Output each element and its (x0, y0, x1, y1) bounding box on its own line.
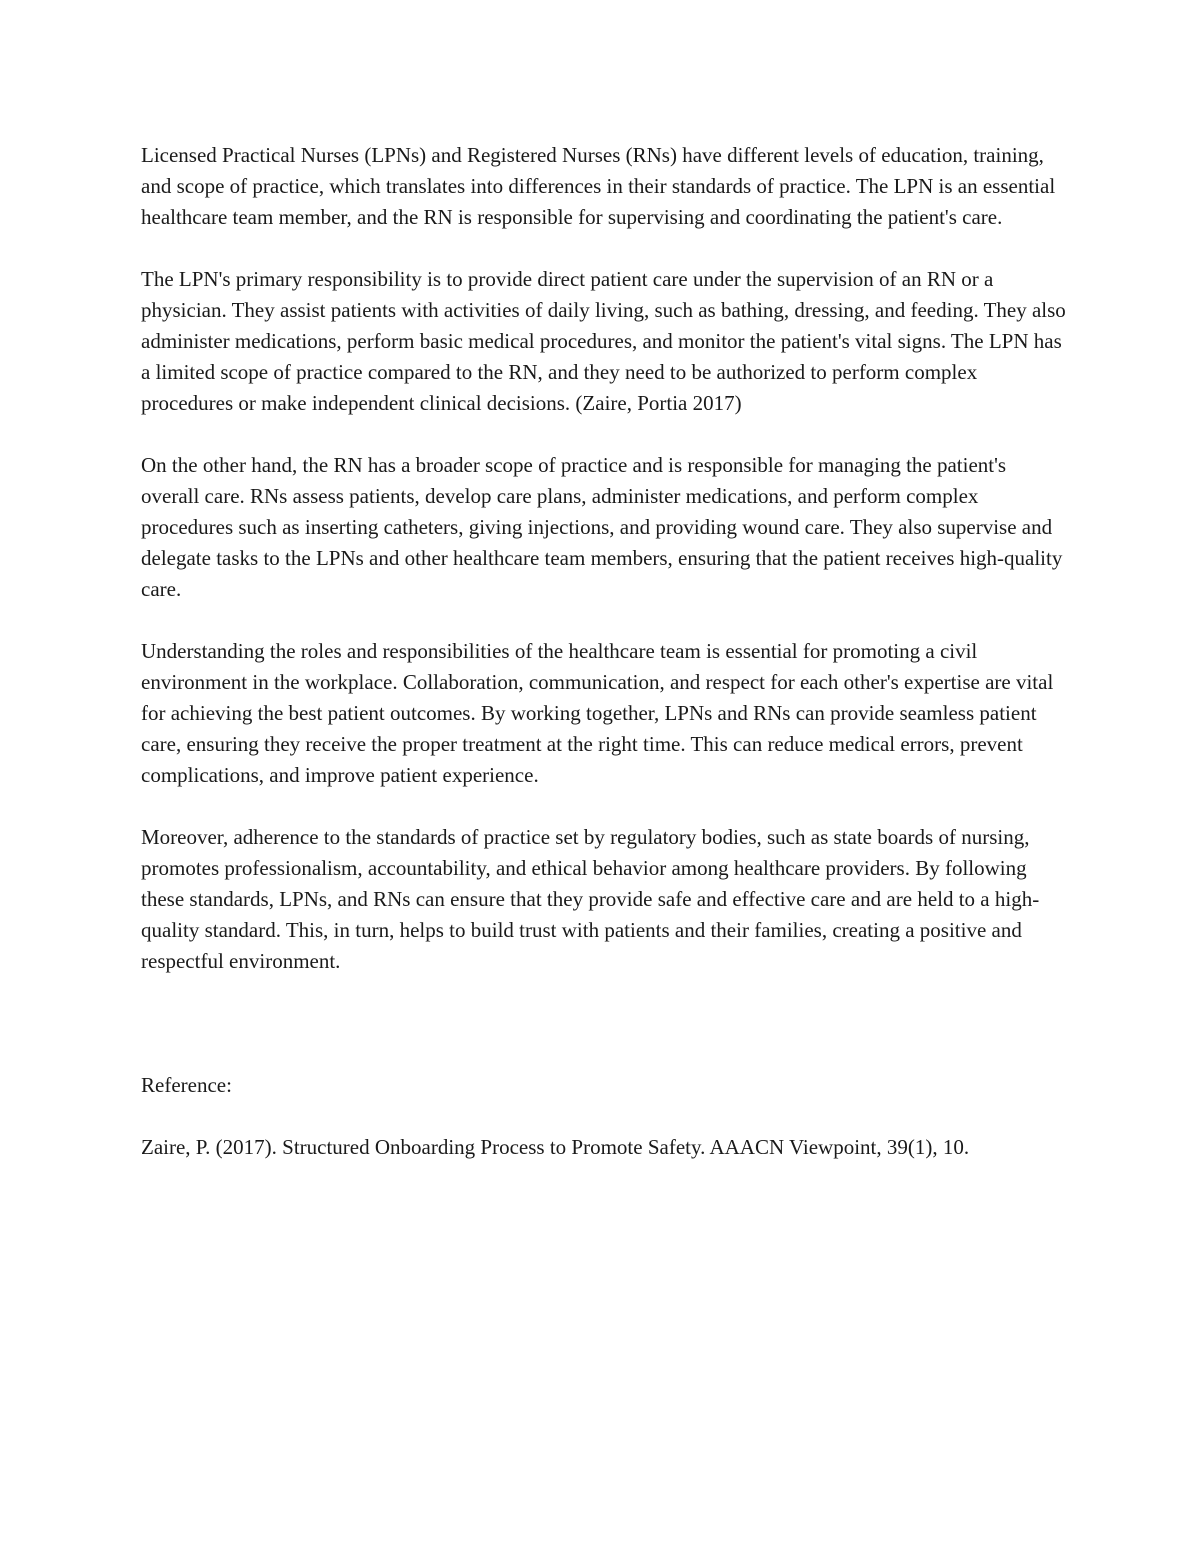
paragraph-team-roles: Understanding the roles and responsibilities of the healthcare team is essential for promoting a civil environment in the workplace. Collaboration, communication, and respect for each other's expertise are vital for achieving the best patient outcomes. By working together, LPNs and RNs can provide seamless patient care, ensuring they receive the proper treatment at the right time. This can reduce medical errors, prevent complications, and improve patient experience. (141, 639, 1054, 787)
paragraph-rn-responsibility: On the other hand, the RN has a broader scope of practice and is responsible for managing the patient's overall care. RNs assess patients, develop care plans, administer medications, and perform complex procedures such as inserting catheters, giving injections, and providing wound care. They also supervise and delegate tasks to the LPNs and other healthcare team members, ensuring that the patient receives high-quality care. (141, 453, 1063, 601)
paragraph-intro: Licensed Practical Nurses (LPNs) and Registered Nurses (RNs) have different levels of education, training, and scope of practice, which translates into differences in their standards of practice. The LPN is an essential healthcare team member, and the RN is responsible for supervising and coordinating the patient's care. (141, 143, 1056, 229)
document-body (141, 140, 1066, 1194)
section-spacer (141, 1008, 1066, 1070)
reference-heading: Reference: (141, 1073, 232, 1097)
reference-entry: Zaire, P. (2017). Structured Onboarding Process to Promote Safety. AAACN Viewpoint, 39(1), 10. (141, 1135, 970, 1159)
paragraph-lpn-responsibility: The LPN's primary responsibility is to provide direct patient care under the supervision of an RN or a physician. They assist patients with activities of daily living, such as bathing, dressing, and feeding. They also administer medications, perform basic medical procedures, and monitor the patient's vital signs. The LPN has a limited scope of practice compared to the RN, and they need to be authorized to perform complex procedures or make independent clinical decisions. (Zaire, Portia 2017) (141, 267, 1066, 415)
paragraph-standards: Moreover, adherence to the standards of practice set by regulatory bodies, such as state boards of nursing, promotes professionalism, accountability, and ethical behavior among healthcare providers. By following these standards, LPNs, and RNs can ensure that they provide safe and effective care and are held to a high-quality standard. This, in turn, helps to build trust with patients and their families, creating a positive and respectful environment. (141, 825, 1040, 973)
